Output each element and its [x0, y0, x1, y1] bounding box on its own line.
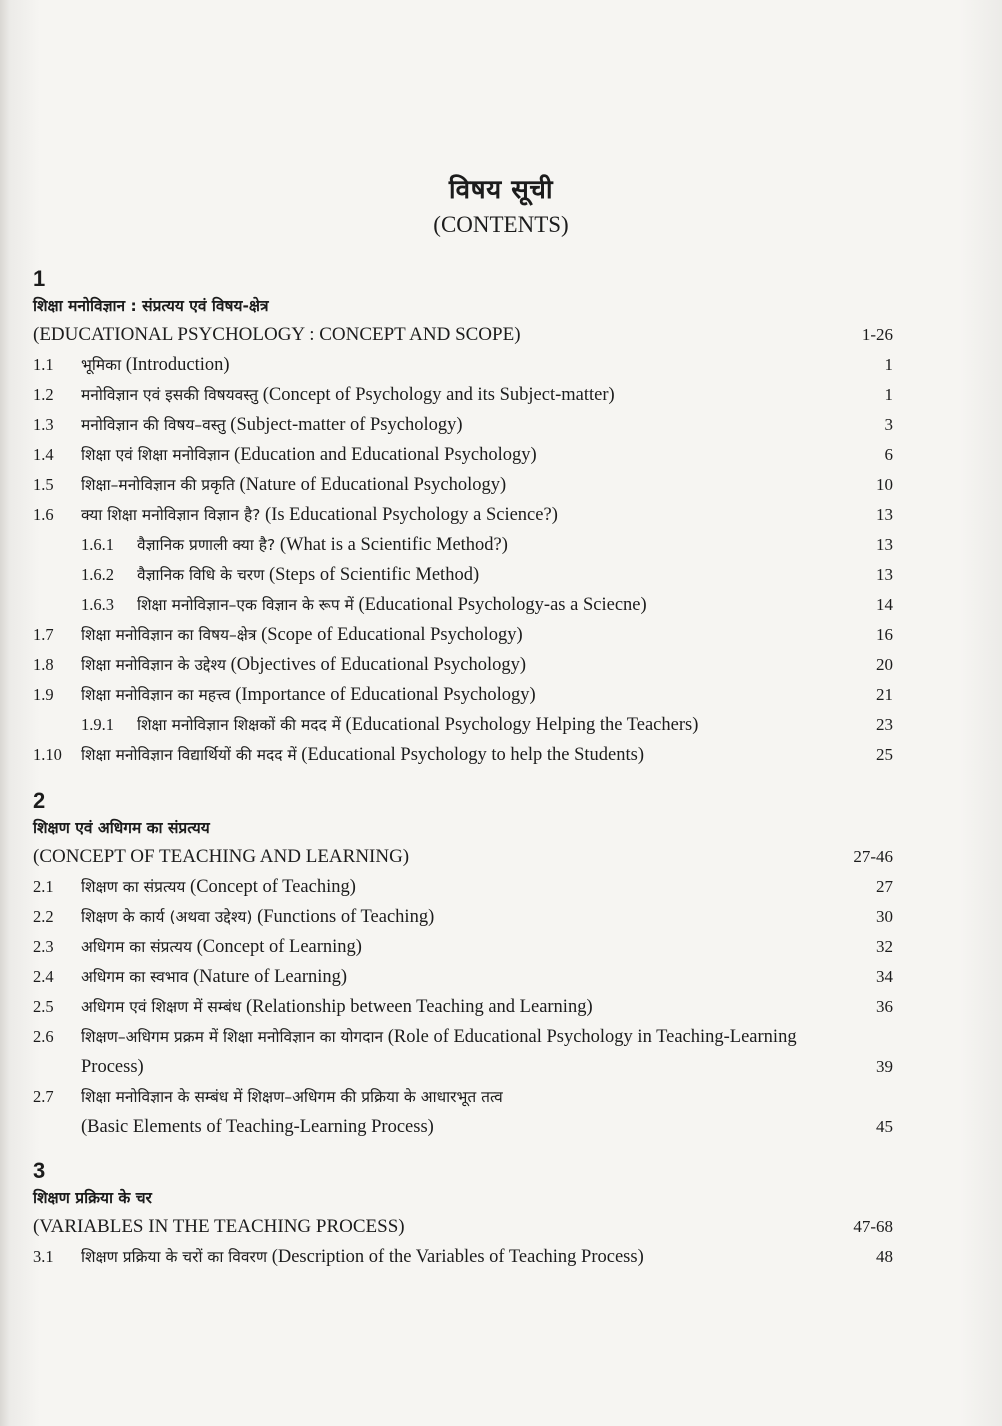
toc-entry-3-1 [33, 1242, 893, 1272]
entry-hindi: शिक्षा मनोविज्ञान–एक विज्ञान के रूप में [137, 596, 354, 614]
entry-page: 14 [876, 595, 893, 614]
entry-english: (Importance of Educational Psychology) [235, 685, 536, 705]
entry-english: (Educational Psychology to help the Students) [301, 745, 644, 765]
entry-number: 1.6 [33, 505, 54, 524]
entry-page: 1 [884, 355, 893, 374]
chapter-1 [33, 266, 893, 770]
chapter-title-hindi: शिक्षण एवं अधिगम का संप्रत्यय [33, 819, 210, 837]
toc-entry-1-2 [33, 380, 893, 410]
chapter-number: 1 [33, 266, 46, 291]
entry-english: (Nature of Learning) [192, 967, 348, 987]
entry-page: 30 [876, 907, 893, 926]
entry-hindi: मनोविज्ञान की विषय–वस्तु [81, 416, 226, 434]
chapter-title-hindi: शिक्षण प्रक्रिया के चर [33, 1189, 152, 1207]
entry-english: (Educational Psychology Helping the Teachers) [345, 715, 699, 735]
entry-hindi: शिक्षा मनोविज्ञान के सम्बंध में शिक्षण–अधिगम की प्रक्रिया के आधारभूत तत्व [81, 1088, 503, 1106]
entry-hindi: शिक्षा मनोविज्ञान के उद्देश्य [81, 656, 227, 674]
toc-entry-1-8 [33, 650, 893, 680]
toc-entry-1-10 [33, 740, 893, 770]
entry-hindi: क्या शिक्षा मनोविज्ञान विज्ञान है? [81, 506, 261, 524]
entry-hindi: वैज्ञानिक विधि के चरण [137, 566, 265, 584]
entry-english: (Scope of Educational Psychology) [261, 625, 523, 645]
entry-number: 1.7 [33, 625, 54, 644]
entry-english: (Objectives of Educational Psychology) [230, 655, 527, 675]
entry-number: 2.5 [33, 997, 54, 1016]
entry-english: (Education and Educational Psychology) [234, 445, 537, 465]
toc-entry-1-6-1 [33, 530, 893, 560]
chapter-title-english: (CONCEPT OF TEACHING AND LEARNING) [33, 846, 410, 867]
entry-hindi: शिक्षा मनोविज्ञान शिक्षकों की मदद में [137, 716, 341, 734]
chapter-title-hindi: शिक्षा मनोविज्ञान : संप्रत्यय एवं विषय-क्षेत्र [33, 297, 269, 315]
entry-page: 16 [876, 625, 893, 644]
entry-hindi: अधिगम का स्वभाव [81, 968, 189, 986]
entry-page: 13 [876, 505, 893, 524]
entry-page: 1 [884, 385, 893, 404]
entry-page: 36 [876, 997, 893, 1016]
entry-number: 1.8 [33, 655, 54, 674]
entry-english: (Subject-matter of Psychology) [230, 415, 463, 435]
entry-page: 25 [876, 745, 893, 764]
chapter-number: 3 [33, 1158, 46, 1183]
contents-title-block [0, 170, 1002, 238]
toc-entry-2-1 [33, 872, 893, 902]
entry-number: 2.2 [33, 907, 54, 926]
entry-page: 45 [876, 1117, 893, 1136]
entry-number: 1.10 [33, 745, 62, 764]
entry-page: 20 [876, 655, 893, 674]
toc-entry-2-4 [33, 962, 893, 992]
entry-hindi: शिक्षा मनोविज्ञान का महत्त्व [81, 686, 231, 704]
entry-hindi: शिक्षण के कार्य (अथवा उद्देश्य) [81, 908, 253, 926]
toc-entry-1-6-3 [33, 590, 893, 620]
entry-page: 6 [884, 445, 893, 464]
entry-english: (Basic Elements of Teaching-Learning Process) [81, 1117, 434, 1137]
entry-number: 1.9 [33, 685, 54, 704]
entry-hindi: मनोविज्ञान एवं इसकी विषयवस्तु [81, 386, 259, 404]
entry-number: 1.6.1 [81, 535, 114, 554]
entry-hindi: शिक्षा एवं शिक्षा मनोविज्ञान [81, 446, 230, 464]
entry-page: 3 [884, 415, 893, 434]
entry-hindi: वैज्ञानिक प्रणाली क्या है? [137, 536, 276, 554]
entry-hindi: शिक्षा–मनोविज्ञान की प्रकृति [81, 476, 235, 494]
toc-entry-1-6 [33, 500, 893, 530]
entry-hindi: शिक्षा मनोविज्ञान का विषय–क्षेत्र [81, 626, 257, 644]
chapter-title-english-row [33, 842, 893, 872]
title-hindi: विषय सूची [448, 175, 554, 205]
entry-page: 21 [876, 685, 893, 704]
entry-number: 2.4 [33, 967, 54, 986]
chapter-3 [33, 1158, 893, 1272]
entry-page: 23 [876, 715, 893, 734]
entry-english: (Steps of Scientific Method) [268, 565, 480, 585]
entry-english: (Description of the Variables of Teaching Process) [271, 1247, 644, 1267]
chapter-number: 2 [33, 788, 46, 813]
entry-english: (Is Educational Psychology a Science?) [265, 505, 558, 525]
toc-entry-2-3 [33, 932, 893, 962]
toc-entry-2-7 [33, 1082, 893, 1142]
chapter-title-english-row [33, 320, 893, 350]
entry-page: 48 [876, 1247, 893, 1266]
toc-entry-1-7 [33, 620, 893, 650]
entry-number: 1.6.2 [81, 565, 114, 584]
entry-number: 1.2 [33, 385, 54, 404]
entry-english: (Introduction) [125, 355, 230, 375]
entry-number: 1.5 [33, 475, 54, 494]
entry-english: (Nature of Educational Psychology) [239, 475, 507, 495]
entry-number: 1.3 [33, 415, 54, 434]
chapter-page-range: 47-68 [853, 1217, 893, 1236]
entry-number: 1.9.1 [81, 715, 114, 734]
entry-number: 3.1 [33, 1247, 54, 1266]
entry-hindi: शिक्षण–अधिगम प्रक्रम में शिक्षा मनोविज्ञान का योगदान [81, 1028, 384, 1046]
entry-english: (Educational Psychology-as a Sciecne) [358, 595, 647, 615]
entry-hindi: अधिगम का संप्रत्यय [81, 938, 192, 956]
entry-page: 13 [876, 565, 893, 584]
toc-entry-1-1 [33, 350, 893, 380]
entry-number: 2.6 [33, 1027, 54, 1046]
entry-page: 34 [876, 967, 893, 986]
entry-page: 39 [876, 1057, 893, 1076]
chapter-page-range: 27-46 [853, 847, 893, 866]
entry-number: 2.7 [33, 1087, 54, 1106]
toc-entry-1-3 [33, 410, 893, 440]
entry-page: 10 [876, 475, 893, 494]
entry-hindi: शिक्षण का संप्रत्यय [81, 878, 186, 896]
entry-number: 1.1 [33, 355, 54, 374]
entry-number: 2.1 [33, 877, 54, 896]
entry-english: (Concept of Learning) [196, 937, 362, 957]
toc-entry-2-2 [33, 902, 893, 932]
entry-english: (Functions of Teaching) [257, 907, 435, 927]
entry-english: (Relationship between Teaching and Learning) [245, 997, 593, 1017]
entry-english: (What is a Scientific Method?) [279, 535, 508, 555]
chapter-page-range: 1-26 [861, 325, 893, 344]
toc-entry-1-6-2 [33, 560, 893, 590]
entry-hindi: अधिगम एवं शिक्षण में सम्बंध [81, 998, 242, 1016]
entry-english: (Concept of Psychology and its Subject-matter) [262, 385, 615, 405]
toc-entry-2-5 [33, 992, 893, 1022]
entry-number: 1.6.3 [81, 595, 114, 614]
toc-entry-1-4 [33, 440, 893, 470]
entry-number: 1.4 [33, 445, 54, 464]
title-english: (CONTENTS) [433, 212, 569, 237]
toc-entry-1-9-1 [33, 710, 893, 740]
entry-hindi: शिक्षा मनोविज्ञान विद्यार्थियों की मदद में [81, 746, 297, 764]
entry-page: 32 [876, 937, 893, 956]
entry-hindi: भूमिका [81, 356, 122, 374]
entry-english: (Concept of Teaching) [190, 877, 356, 897]
chapter-2 [33, 788, 893, 1142]
chapter-title-english: (VARIABLES IN THE TEACHING PROCESS) [33, 1216, 405, 1237]
entry-hindi: शिक्षण प्रक्रिया के चरों का विवरण [81, 1248, 268, 1266]
entry-english: (Role of Educational Psychology in Teaching-Learning Process) [81, 1027, 797, 1077]
toc-entry-1-5 [33, 470, 893, 500]
entry-page: 27 [876, 877, 893, 896]
toc-entry-1-9 [33, 680, 893, 710]
chapter-title-english-row [33, 1212, 893, 1242]
entry-page: 13 [876, 535, 893, 554]
chapter-title-english: (EDUCATIONAL PSYCHOLOGY : CONCEPT AND SCOPE) [33, 324, 521, 345]
toc-entry-2-6 [33, 1022, 893, 1082]
entry-number: 2.3 [33, 937, 54, 956]
